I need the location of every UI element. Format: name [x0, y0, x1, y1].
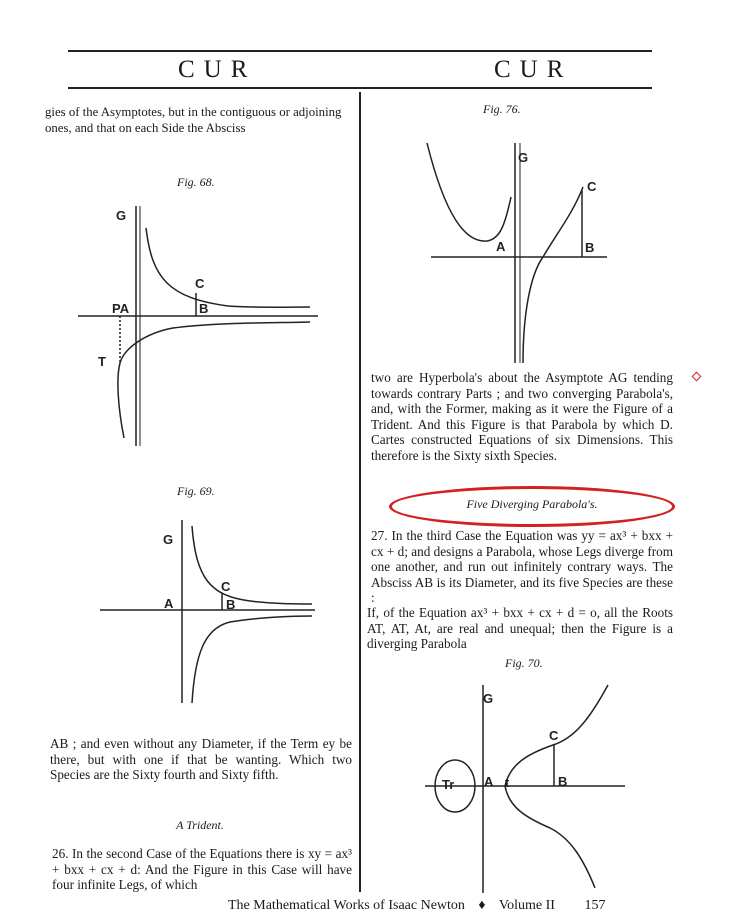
left-para-26: 26. In the second Case of the Equations there is xy = ax³ + bxx + cx + d: And the Figure in this Case will have four infinite Legs, of which: [52, 846, 352, 893]
running-head-right: CUR: [494, 56, 573, 83]
fig68-label-b: B: [199, 301, 209, 316]
footer-page-number: 157: [584, 898, 606, 913]
footer-title: The Mathematical Works of Isaac Newton: [228, 898, 465, 913]
fig70-label-b: B: [558, 774, 568, 789]
left-para-ab: AB ; and even without any Diameter, if the Term ey be there, but with one if that be wanting. Which two Species are the Sixty fourth and Sixty fifth.: [50, 736, 352, 783]
footer: [228, 898, 605, 914]
fig69-label-c: C: [221, 579, 231, 594]
fig70-label-a: A: [484, 774, 494, 789]
red-diamond-marker: [692, 372, 702, 382]
fig69-label-b: B: [226, 597, 236, 612]
fig68-label-c: C: [195, 276, 205, 291]
left-intro-text: gies of the Asymptotes, but in the contiguous or adjoining ones, and that on each Side the Absciss: [45, 105, 342, 135]
right-para-27: 27. In the third Case the Equation was yy = ax³ + bxx + cx + d; and designs a Parabola, whose Legs diverge from one another, and run out infinitely contrary ways. The Absciss AB is its Diameter, and its five Species are these :: [371, 528, 673, 606]
footer-volume: Volume II: [498, 898, 555, 913]
fig76-caption: Fig. 76.: [483, 102, 521, 116]
fig70-label-c: C: [549, 728, 559, 743]
fig76-label-c: C: [587, 179, 597, 194]
fig69-label-g: G: [163, 532, 174, 547]
fig70-label-t: Tr: [442, 777, 455, 792]
trident-heading: A Trident.: [176, 818, 224, 832]
fig70-label-t-small: t: [505, 775, 510, 790]
right-para-hyperbolas: two are Hyperbola's about the Asymptote AG tending towards contrary Parts ; and two converging Parabola's, and, with the Former, making as it were the Figure of a Trident. And this Figure is that Parabola by which D. Cartes constructed Equations of six Dimensions. This therefore is the Sixty sixth Species.: [371, 370, 673, 463]
fig68-caption: Fig. 68.: [177, 175, 215, 189]
fig76-label-b: B: [585, 240, 595, 255]
fig69-caption: Fig. 69.: [177, 484, 215, 498]
footer-separator: ♦: [478, 898, 486, 913]
fig76-label-a: A: [496, 239, 506, 254]
fig68-label-pa: PA: [112, 301, 130, 316]
fig68-label-g: G: [116, 208, 127, 223]
fig70-caption: Fig. 70.: [505, 656, 543, 670]
header-bottom-rule: [68, 87, 652, 89]
running-head-left: CUR: [178, 56, 257, 83]
fig70-label-g: G: [483, 691, 494, 706]
right-para-if: If, of the Equation ax³ + bxx + cx + d = o, all the Roots AT, AT, At, are real and unequal; then the Figure is a diverging Parabola: [367, 605, 673, 652]
fig69-label-a: A: [164, 596, 174, 611]
diverging-parabolas-heading: Five Diverging Parabola's.: [466, 497, 598, 511]
header-top-rule: [68, 50, 652, 52]
fig68-label-t: T: [98, 354, 106, 369]
column-divider: [359, 92, 361, 892]
fig76-label-g: G: [518, 150, 529, 165]
